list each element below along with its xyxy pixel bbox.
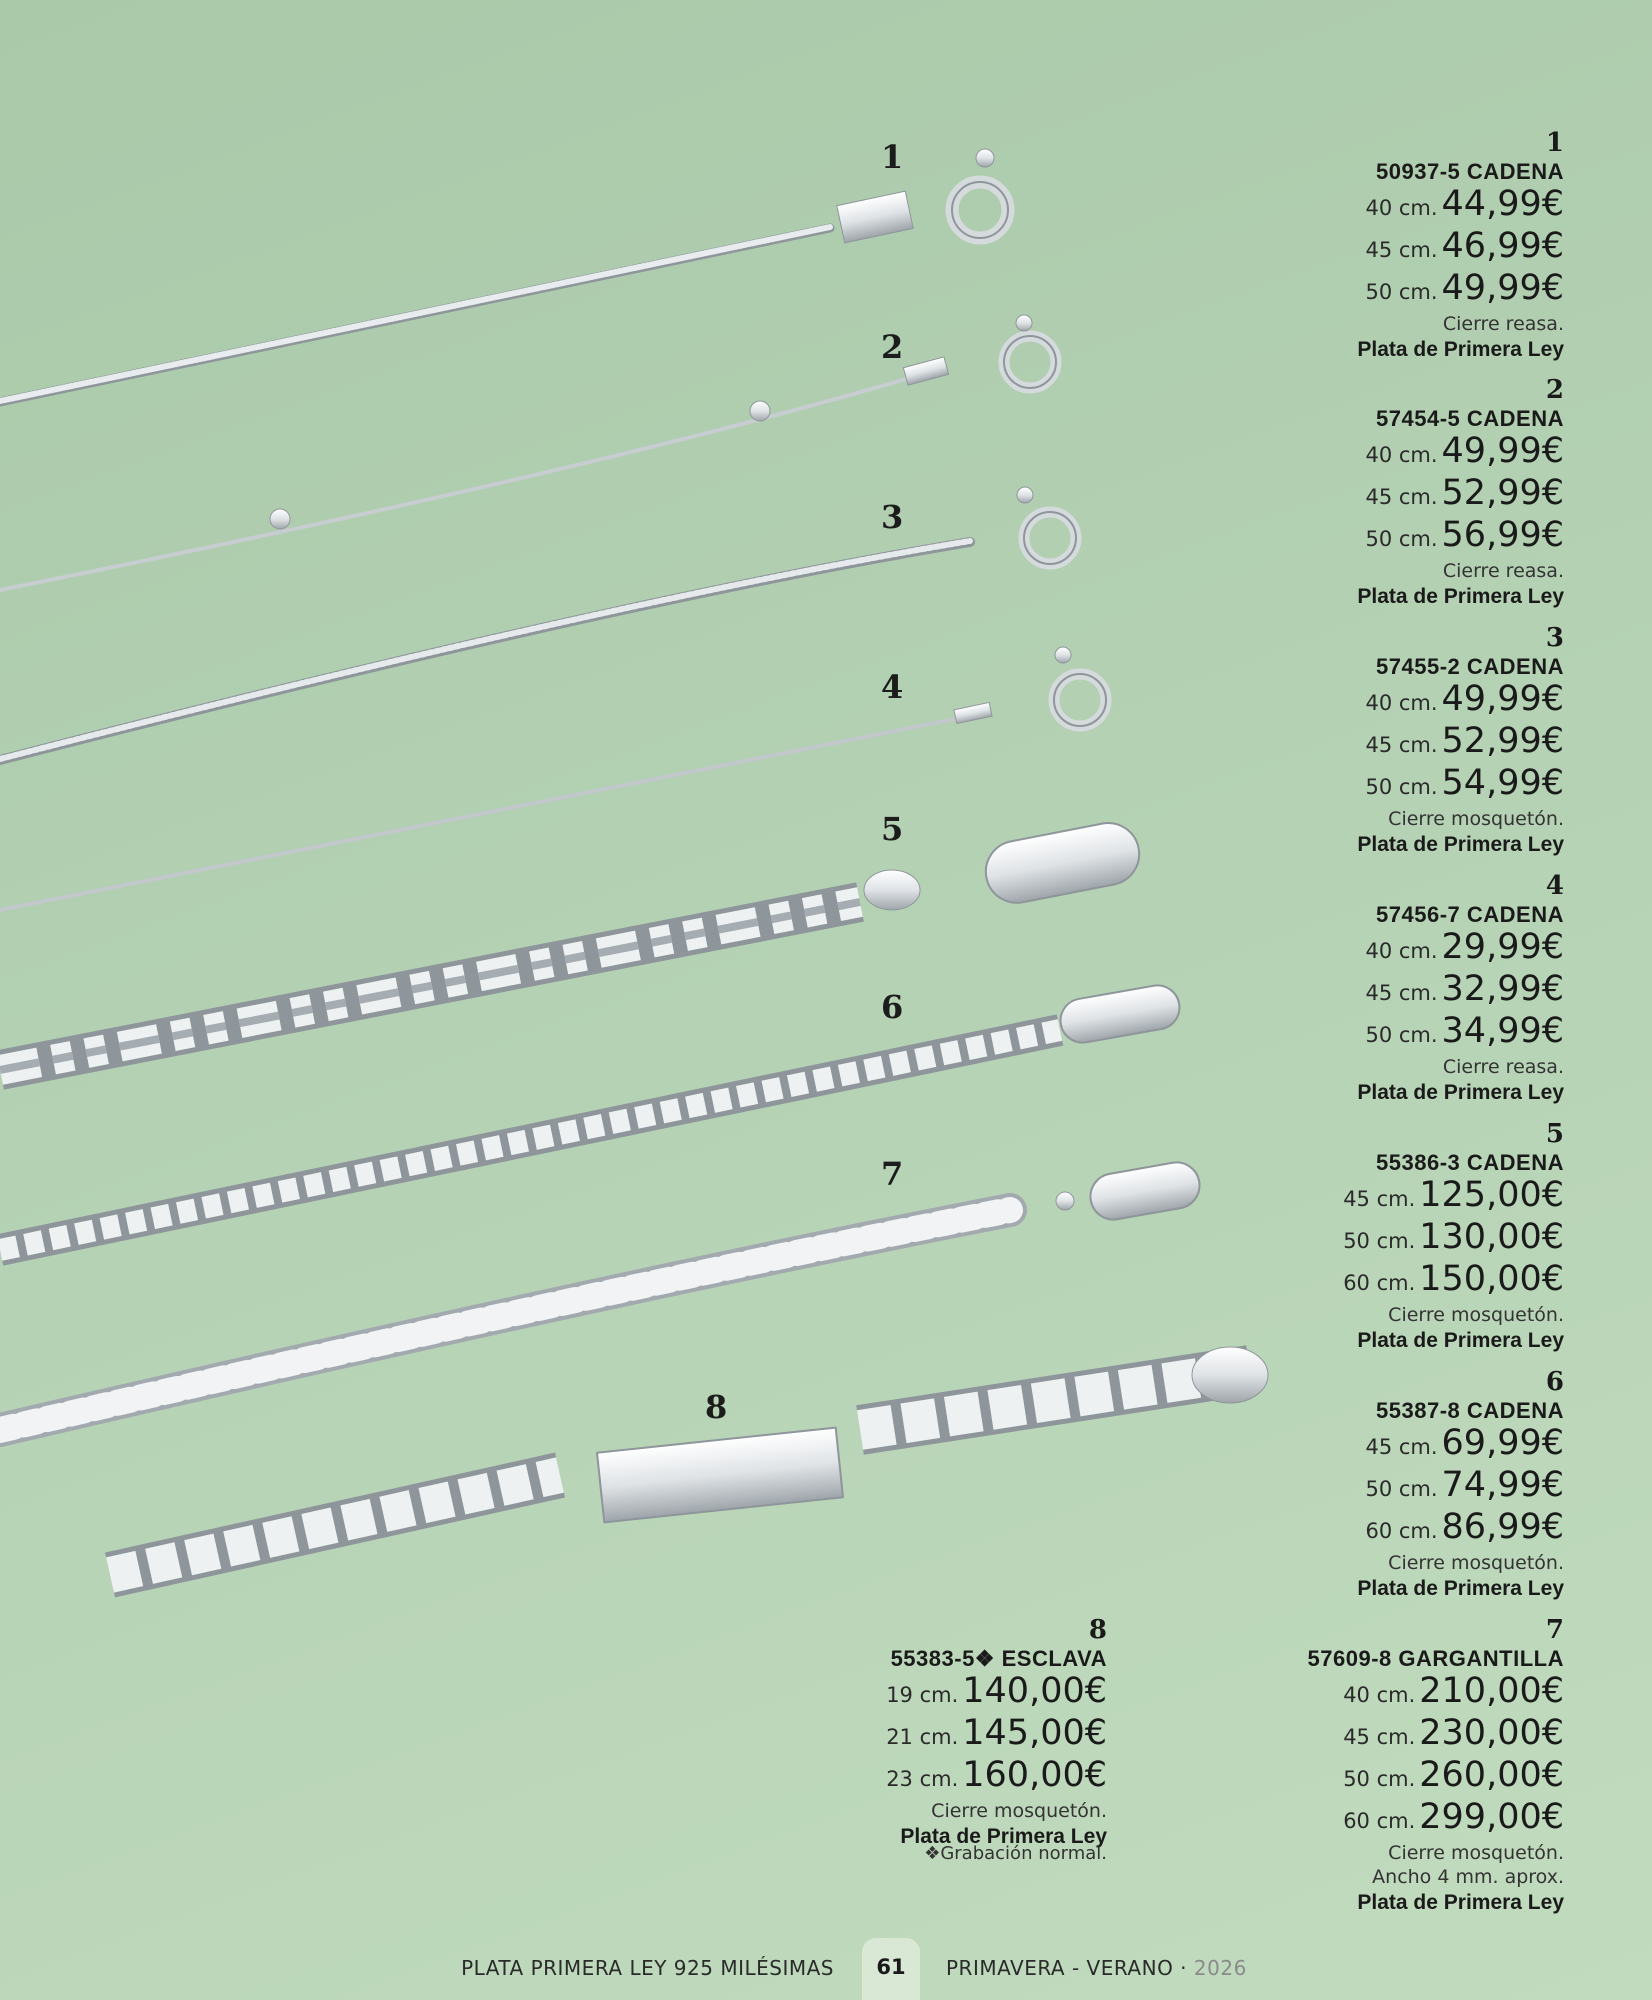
price-value: 299,00€ xyxy=(1419,1797,1564,1837)
price-list xyxy=(1343,1177,1564,1303)
chain-4 xyxy=(0,647,1106,910)
product-note: Cierre reasa. xyxy=(1442,560,1564,582)
price-list xyxy=(1357,186,1564,312)
price-row xyxy=(1308,1799,1564,1841)
price-list xyxy=(886,1673,1107,1799)
product-note: Cierre mosquetón. xyxy=(931,1800,1107,1822)
product-notes xyxy=(1357,312,1564,336)
price-row xyxy=(1343,1219,1564,1261)
price-value: 56,99€ xyxy=(1441,515,1564,555)
product-notes xyxy=(1343,1303,1564,1327)
material-label: Plata de Primera Ley xyxy=(1357,338,1564,361)
product-notes xyxy=(886,1799,1107,1823)
product-code: 55387-8 CADENA xyxy=(1376,1398,1564,1423)
product-note: Cierre reasa. xyxy=(1442,1056,1564,1078)
length-label: 50 cm. xyxy=(1343,1767,1416,1791)
price-row xyxy=(1357,270,1564,312)
label-2: 2 xyxy=(881,328,904,366)
length-label: 50 cm. xyxy=(1365,1023,1438,1047)
label-7: 7 xyxy=(881,1155,904,1193)
material-label: Plata de Primera Ley xyxy=(1357,833,1564,856)
product-number: 6 xyxy=(1545,1367,1564,1397)
price-value: 44,99€ xyxy=(1441,184,1564,224)
price-row xyxy=(886,1715,1107,1757)
material-label: Plata de Primera Ley xyxy=(900,1825,1107,1848)
length-label: 45 cm. xyxy=(1343,1187,1416,1211)
length-label: 50 cm. xyxy=(1365,775,1438,799)
price-row xyxy=(886,1673,1107,1715)
product-notes xyxy=(1357,1055,1564,1079)
price-list xyxy=(1357,681,1564,807)
price-value: 210,00€ xyxy=(1419,1671,1564,1711)
product-block-5 xyxy=(1343,1119,1564,1354)
price-row xyxy=(1357,681,1564,723)
price-value: 46,99€ xyxy=(1441,226,1564,266)
price-value: 130,00€ xyxy=(1419,1217,1564,1257)
price-row xyxy=(1308,1715,1564,1757)
product-number: 2 xyxy=(1545,375,1564,405)
price-row xyxy=(1357,433,1564,475)
price-value: 260,00€ xyxy=(1419,1755,1564,1795)
engraving-footnote: ❖Grabación normal. xyxy=(924,1843,1107,1864)
length-label: 40 cm. xyxy=(1365,443,1438,467)
product-code: 57609-8 GARGANTILLA xyxy=(1307,1646,1564,1671)
price-row xyxy=(1357,765,1564,807)
product-notes xyxy=(1357,559,1564,583)
price-row xyxy=(886,1757,1107,1799)
product-note: Ancho 4 mm. aprox. xyxy=(1372,1866,1564,1888)
product-code: 57455-2 CADENA xyxy=(1376,654,1564,679)
price-row xyxy=(1357,1013,1564,1055)
price-row xyxy=(1357,228,1564,270)
price-value: 145,00€ xyxy=(962,1713,1107,1753)
price-value: 49,99€ xyxy=(1441,679,1564,719)
product-code: 57454-5 CADENA xyxy=(1376,406,1564,431)
price-row xyxy=(1343,1177,1564,1219)
price-value: 49,99€ xyxy=(1441,431,1564,471)
product-notes xyxy=(1357,807,1564,831)
product-block-1 xyxy=(1357,128,1564,363)
length-label: 50 cm. xyxy=(1343,1229,1416,1253)
length-label: 45 cm. xyxy=(1365,485,1438,509)
product-note: Cierre mosquetón. xyxy=(1388,1304,1564,1326)
product-number: 1 xyxy=(1545,128,1564,158)
price-value: 54,99€ xyxy=(1441,763,1564,803)
product-block-7 xyxy=(1308,1615,1564,1916)
price-row xyxy=(1357,971,1564,1013)
price-value: 32,99€ xyxy=(1441,969,1564,1009)
product-code: 55386-3 CADENA xyxy=(1376,1150,1564,1175)
price-row xyxy=(1357,723,1564,765)
material-label: Plata de Primera Ley xyxy=(1357,1577,1564,1600)
footer-season-text: PRIMAVERA - VERANO · xyxy=(946,1956,1194,1980)
product-number: 3 xyxy=(1545,623,1564,653)
length-label: 19 cm. xyxy=(886,1683,959,1707)
price-value: 230,00€ xyxy=(1419,1713,1564,1753)
product-notes xyxy=(1357,1551,1564,1575)
label-8: 8 xyxy=(705,1388,728,1426)
product-number: 5 xyxy=(1545,1119,1564,1149)
product-code: 57456-7 CADENA xyxy=(1376,902,1564,927)
label-4: 4 xyxy=(881,668,904,706)
material-label: Plata de Primera Ley xyxy=(1357,1081,1564,1104)
length-label: 45 cm. xyxy=(1343,1725,1416,1749)
product-note: Cierre mosquetón. xyxy=(1388,1552,1564,1574)
price-list xyxy=(1357,433,1564,559)
footer-year: 2026 xyxy=(1193,1956,1247,1980)
material-label: Plata de Primera Ley xyxy=(1357,585,1564,608)
material-label: Plata de Primera Ley xyxy=(1357,1329,1564,1352)
price-value: 160,00€ xyxy=(962,1755,1107,1795)
length-label: 60 cm. xyxy=(1343,1809,1416,1833)
length-label: 60 cm. xyxy=(1365,1519,1438,1543)
length-label: 40 cm. xyxy=(1343,1683,1416,1707)
price-value: 140,00€ xyxy=(962,1671,1107,1711)
price-value: 34,99€ xyxy=(1441,1011,1564,1051)
product-note: Cierre reasa. xyxy=(1442,313,1564,335)
product-code: 50937-5 CADENA xyxy=(1376,159,1564,184)
price-value: 125,00€ xyxy=(1419,1175,1564,1215)
price-row xyxy=(1308,1757,1564,1799)
price-list xyxy=(1308,1673,1564,1841)
page-number: 61 xyxy=(862,1938,920,2000)
product-block-3 xyxy=(1357,623,1564,858)
length-label: 45 cm. xyxy=(1365,238,1438,262)
product-block-4 xyxy=(1357,871,1564,1106)
label-5: 5 xyxy=(881,810,904,848)
length-label: 40 cm. xyxy=(1365,939,1438,963)
length-label: 50 cm. xyxy=(1365,527,1438,551)
price-list xyxy=(1357,1425,1564,1551)
length-label: 45 cm. xyxy=(1365,733,1438,757)
label-1: 1 xyxy=(881,138,904,176)
footer-season xyxy=(946,1956,1247,1980)
length-label: 50 cm. xyxy=(1365,1477,1438,1501)
price-row xyxy=(1357,186,1564,228)
price-value: 49,99€ xyxy=(1441,268,1564,308)
price-list xyxy=(1357,929,1564,1055)
price-row xyxy=(1357,1509,1564,1551)
label-3: 3 xyxy=(881,498,904,536)
length-label: 50 cm. xyxy=(1365,280,1438,304)
product-note: Cierre mosquetón. xyxy=(1388,1842,1564,1864)
price-value: 150,00€ xyxy=(1419,1259,1564,1299)
price-value: 86,99€ xyxy=(1441,1507,1564,1547)
product-number: 7 xyxy=(1545,1615,1564,1645)
price-value: 52,99€ xyxy=(1441,721,1564,761)
product-block-8 xyxy=(886,1615,1107,1850)
price-value: 52,99€ xyxy=(1441,473,1564,513)
product-note: Cierre mosquetón. xyxy=(1388,808,1564,830)
length-label: 45 cm. xyxy=(1365,981,1438,1005)
footer-collection-text: PLATA PRIMERA LEY 925 MILÉSIMAS xyxy=(461,1956,834,1980)
chain-3 xyxy=(0,487,1076,760)
product-number: 4 xyxy=(1545,871,1564,901)
length-label: 40 cm. xyxy=(1365,196,1438,220)
length-label: 45 cm. xyxy=(1365,1435,1438,1459)
length-label: 23 cm. xyxy=(886,1767,959,1791)
material-label: Plata de Primera Ley xyxy=(1357,1891,1564,1914)
price-value: 29,99€ xyxy=(1441,927,1564,967)
price-value: 69,99€ xyxy=(1441,1423,1564,1463)
price-row xyxy=(1357,929,1564,971)
product-notes xyxy=(1308,1841,1564,1889)
price-value: 74,99€ xyxy=(1441,1465,1564,1505)
price-row xyxy=(1308,1673,1564,1715)
product-block-6 xyxy=(1357,1367,1564,1602)
length-label: 40 cm. xyxy=(1365,691,1438,715)
price-row xyxy=(1357,517,1564,559)
length-label: 60 cm. xyxy=(1343,1271,1416,1295)
price-row xyxy=(1343,1261,1564,1303)
length-label: 21 cm. xyxy=(886,1725,959,1749)
product-code: 55383-5❖ ESCLAVA xyxy=(890,1646,1107,1671)
price-row xyxy=(1357,475,1564,517)
label-6: 6 xyxy=(881,988,904,1026)
product-block-2 xyxy=(1357,375,1564,610)
chain-1 xyxy=(0,149,1008,402)
price-row xyxy=(1357,1425,1564,1467)
price-row xyxy=(1357,1467,1564,1509)
product-number: 8 xyxy=(1088,1615,1107,1645)
